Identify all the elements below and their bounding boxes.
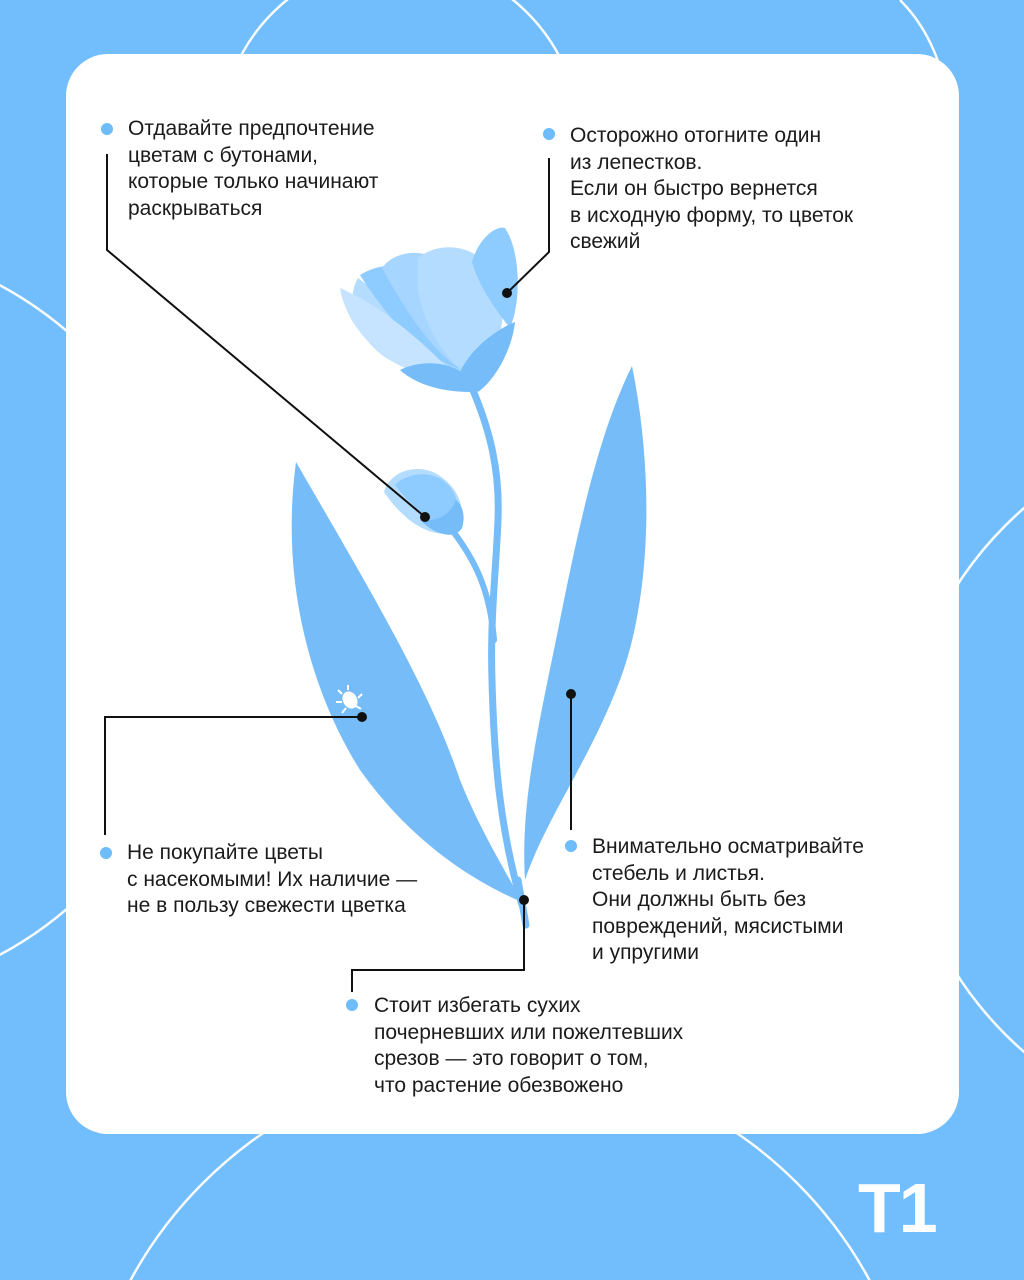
tip-petal: Осторожно отогните один из лепестков. Если он быстро вернется в исходную форму, то цветок свежий (570, 124, 854, 253)
tip-stem-leaves: Внимательно осматривайте стебель и листья. Они должны быть без повреждений, мясистыми и упругими (592, 835, 864, 964)
flower-head (340, 228, 518, 392)
tip-bullet (346, 999, 358, 1011)
bud-stem (452, 530, 494, 640)
tip-cuts: Стоит избегать сухих почерневших или пожелтевших срезов — это говорит о том, что растение обезвожено (374, 994, 684, 1097)
tip-bullet (543, 128, 555, 140)
right-leaf (524, 366, 646, 880)
tip-bullet (565, 840, 577, 852)
left-leaf (292, 462, 522, 902)
t1-logo: T1 (858, 1169, 936, 1247)
tip-buds: Отдавайте предпочтение цветам с бутонами, которые только начинают раскрываться (128, 117, 379, 220)
tip-insects: Не покупайте цветы с насекомыми! Их наличие — не в пользу свежести цветка (127, 841, 418, 917)
flower-bud (384, 469, 464, 535)
tip-bullet (100, 847, 112, 859)
tip-bullet (101, 123, 113, 135)
